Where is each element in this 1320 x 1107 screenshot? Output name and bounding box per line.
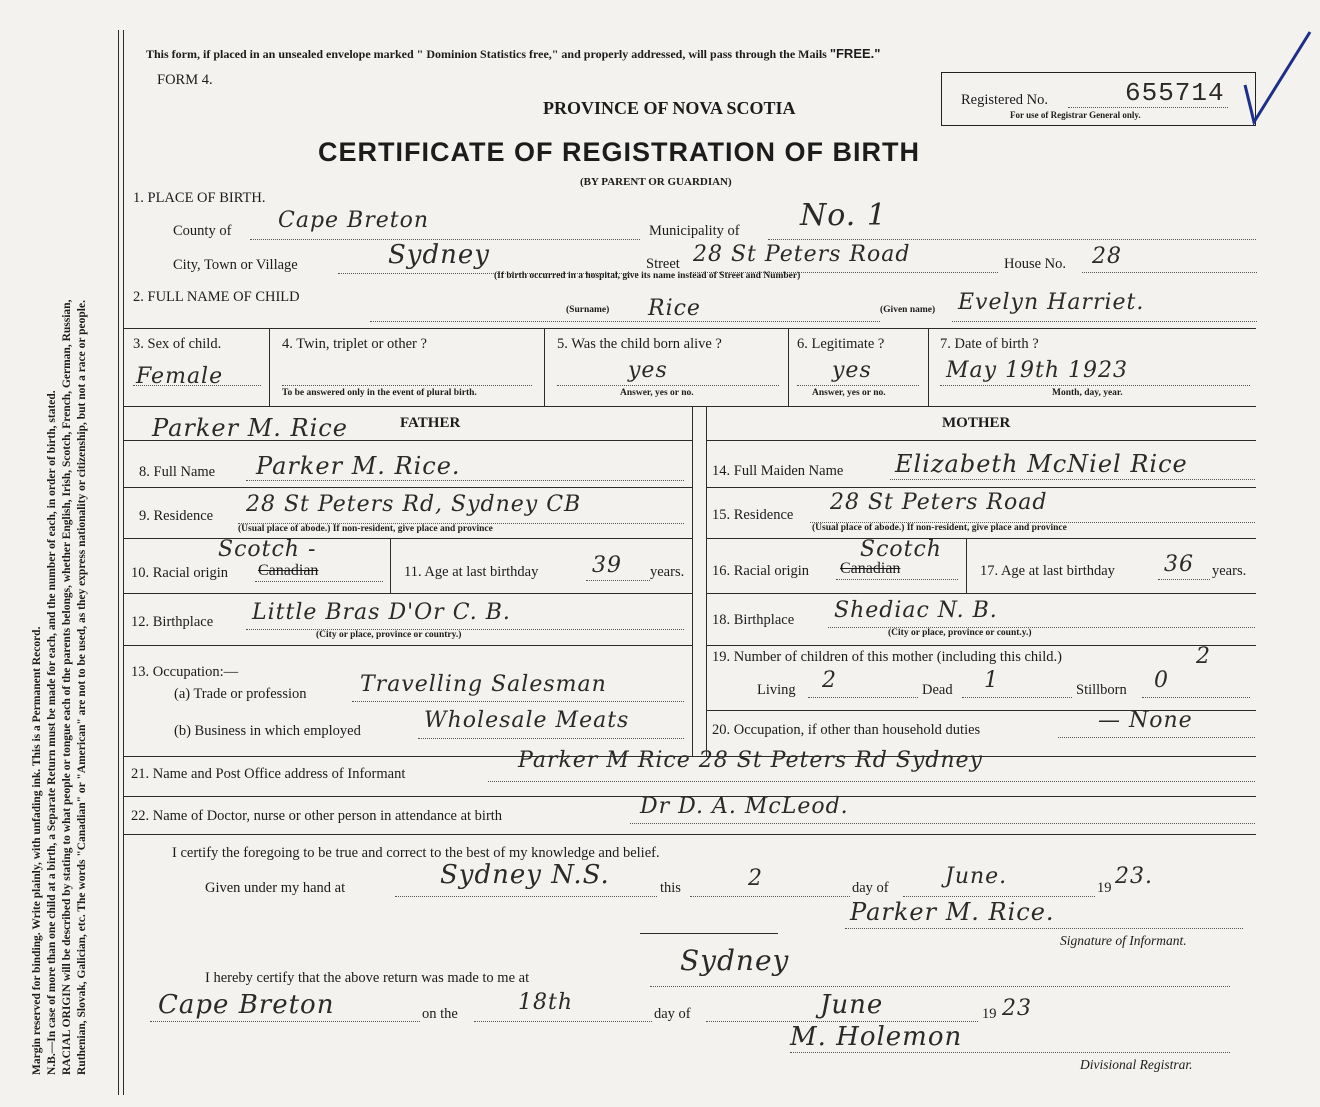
city-value: Sydney (388, 240, 490, 270)
registered-number: 655714 (1125, 78, 1225, 108)
registrar-day-value: 18th (518, 990, 574, 1015)
child-name-heading: 2. FULL NAME OF CHILD (133, 289, 300, 305)
registrar-year-value: 23 (1002, 996, 1032, 1021)
registrar-day-of-label: day of (654, 1006, 691, 1022)
trade-value: Travelling Salesman (360, 672, 607, 697)
father-name-label: 8. Full Name (139, 464, 216, 480)
margin-instructions (30, 15, 90, 1075)
mother-age-value: 36 (1164, 552, 1194, 577)
margin-line-2: N.B.—In case of more than one child at a birth, a Separate Return must be made for each, and the number of each, in order of birth, stated. (46, 390, 58, 1075)
dead-label: Dead (922, 682, 953, 698)
twin-note: To be answered only in the event of plural birth. (282, 388, 477, 398)
mother-years-label: years. (1212, 563, 1247, 579)
certify-month-value: June. (945, 864, 1008, 889)
margin-rule-1 (118, 30, 119, 1095)
mother-birthplace-value: Shediac N. B. (834, 598, 998, 623)
mother-birthplace-note: (City or place, province or count.y.) (888, 628, 1032, 638)
sex-label: 3. Sex of child. (133, 336, 222, 352)
date-of-birth-note: Month, day, year. (1052, 388, 1123, 398)
father-racial-struck: Canadian (258, 562, 319, 579)
occupation-label: 13. Occupation:— (131, 664, 239, 680)
place-of-birth-heading: 1. PLACE OF BIRTH. (133, 190, 266, 206)
father-residence-label: 9. Residence (139, 508, 214, 524)
certify-day-of-label: day of (852, 880, 889, 896)
business-label: (b) Business in which employed (174, 723, 361, 739)
father-name-value: Parker M. Rice. (256, 452, 461, 480)
mother-residence-note: (Usual place of abode.) If non-resident, give place and province (812, 523, 1067, 533)
registrar-note: For use of Registrar General only. (1010, 110, 1141, 120)
margin-line-3: RACIAL ORIGIN will be described by stating to what people or tongue each of the parents belongs, whether English, Irish, Scotch, French, German, Russian, (61, 299, 73, 1075)
date-of-birth-value: May 19th 1923 (946, 358, 1129, 383)
mother-heading: MOTHER (942, 415, 1011, 431)
municipality-value: No. 1 (800, 198, 887, 233)
mother-occupation-value: — None (1098, 708, 1193, 733)
mother-birthplace-label: 18. Birthplace (712, 612, 795, 628)
given-under-label: Given under my hand at (205, 880, 346, 896)
given-name-value: Evelyn Harriet. (958, 290, 1145, 315)
legitimate-label: 6. Legitimate ? (797, 336, 885, 352)
informant-value: Parker M Rice 28 St Peters Rd Sydney (518, 748, 983, 773)
check-mark-icon (1240, 30, 1315, 130)
dead-value: 1 (984, 668, 999, 693)
father-birthplace-note: (City or place, province or country.) (316, 630, 462, 640)
legitimate-value: yes (832, 358, 872, 383)
legitimate-note: Answer, yes or no. (812, 388, 886, 398)
county-label: County of (173, 223, 232, 239)
father-heading: FATHER (400, 415, 461, 431)
surname-label: (Surname) (566, 305, 610, 315)
informant-signature: Parker M. Rice. (850, 898, 1055, 926)
mother-name-value: Elizabeth McNiel Rice (895, 450, 1188, 478)
certify-year-prefix: 19 (1097, 880, 1112, 896)
mother-racial-value: Scotch (860, 537, 942, 562)
living-label: Living (757, 682, 796, 698)
street-value: 28 St Peters Road (693, 242, 911, 267)
margin-rule-2 (123, 30, 124, 1095)
trade-label: (a) Trade or profession (174, 686, 307, 702)
alive-note: Answer, yes or no. (620, 388, 694, 398)
mother-name-label: 14. Full Maiden Name (712, 463, 844, 479)
father-birthplace-value: Little Bras D'Or C. B. (252, 600, 511, 625)
date-of-birth-label: 7. Date of birth ? (940, 336, 1039, 352)
mother-racial-label: 16. Racial origin (712, 563, 810, 579)
county-value: Cape Breton (278, 208, 430, 233)
twin-label: 4. Twin, triplet or other ? (282, 336, 427, 352)
informant-label: 21. Name and Post Office address of Informant (131, 766, 406, 782)
registrar-year-prefix: 19 (982, 1006, 997, 1022)
informant-signature-caption: Signature of Informant. (1060, 933, 1187, 948)
father-birthplace-label: 12. Birthplace (131, 614, 214, 630)
given-name-label: (Given name) (880, 305, 936, 315)
mother-residence-value: 28 St Peters Road (830, 490, 1048, 515)
father-racial-value: Scotch - (218, 537, 317, 562)
father-age-label: 11. Age at last birthday (404, 564, 539, 580)
registrar-statement: I hereby certify that the above return was made to me at (205, 970, 530, 986)
certificate-subtitle: (BY PARENT OR GUARDIAN) (580, 176, 732, 188)
mother-age-label: 17. Age at last birthday (980, 563, 1115, 579)
registrar-month-value: June (820, 990, 884, 1020)
doctor-label: 22. Name of Doctor, nurse or other person in attendance at birth (131, 808, 503, 824)
surname-value: Rice (648, 296, 701, 321)
father-years-label: years. (650, 564, 685, 580)
form-number: FORM 4. (157, 72, 213, 88)
registrar-signature-caption: Divisional Registrar. (1080, 1057, 1193, 1072)
margin-line-1: Margin reserved for binding. Write plainly, with unfading ink. This is a Permanent Record. (31, 626, 43, 1075)
father-signature-top: Parker M. Rice (152, 414, 348, 442)
margin-line-4: Ruthenian, Slovak, Galician, etc. The words "Canadian" or "American" are not to be used, as they express nationality or citizenship, but not a race or people. (76, 300, 88, 1075)
street-label: Street (646, 256, 680, 272)
this-label: this (660, 880, 681, 896)
registrar-place-value: Sydney (680, 944, 790, 977)
alive-value: yes (628, 358, 668, 383)
father-racial-label: 10. Racial origin (131, 565, 229, 581)
registered-label: Registered No. (961, 92, 1048, 108)
city-label: City, Town or Village (173, 257, 298, 273)
certificate-title: CERTIFICATE OF REGISTRATION OF BIRTH (318, 137, 920, 167)
municipality-label: Municipality of (649, 223, 740, 239)
mother-occupation-label: 20. Occupation, if other than household duties (712, 722, 981, 738)
sex-value: Female (136, 364, 224, 389)
father-residence-note: (Usual place of abode.) If non-resident, give place and province (238, 524, 493, 534)
given-place-value: Sydney N.S. (440, 860, 610, 890)
mother-racial-struck: Canadian (840, 560, 901, 577)
hospital-note: (If birth occurred in a hospital, give its name instead of Street and Number) (494, 271, 801, 281)
business-value: Wholesale Meats (424, 708, 630, 733)
stillborn-value: 0 (1154, 668, 1169, 693)
certify-statement: I certify the foregoing to be true and correct to the best of my knowledge and belief. (172, 845, 660, 861)
certify-year-value: 23. (1115, 864, 1153, 889)
alive-label: 5. Was the child born alive ? (557, 336, 722, 352)
living-value: 2 (822, 668, 837, 693)
certify-day-value: 2 (748, 866, 763, 891)
stillborn-label: Stillborn (1076, 682, 1127, 698)
father-age-value: 39 (592, 553, 622, 578)
father-residence-value: 28 St Peters Rd, Sydney CB (246, 492, 582, 517)
house-label: House No. (1004, 256, 1067, 272)
doctor-value: Dr D. A. McLeod. (640, 794, 849, 819)
on-the-label: on the (422, 1006, 458, 1022)
postal-notice: This form, if placed in an unsealed envelope marked " Dominion Statistics free," and properly addressed, will pass through the Mails "FREE." (146, 46, 881, 61)
house-value: 28 (1092, 244, 1122, 269)
children-label: 19. Number of children of this mother (including this child.) (712, 649, 1062, 665)
registrar-signature: M. Holemon (790, 1022, 963, 1052)
mother-residence-label: 15. Residence (712, 507, 794, 523)
province-heading: PROVINCE OF NOVA SCOTIA (543, 98, 796, 118)
registrar-county-value: Cape Breton (158, 990, 335, 1020)
children-value: 2 (1196, 644, 1211, 669)
